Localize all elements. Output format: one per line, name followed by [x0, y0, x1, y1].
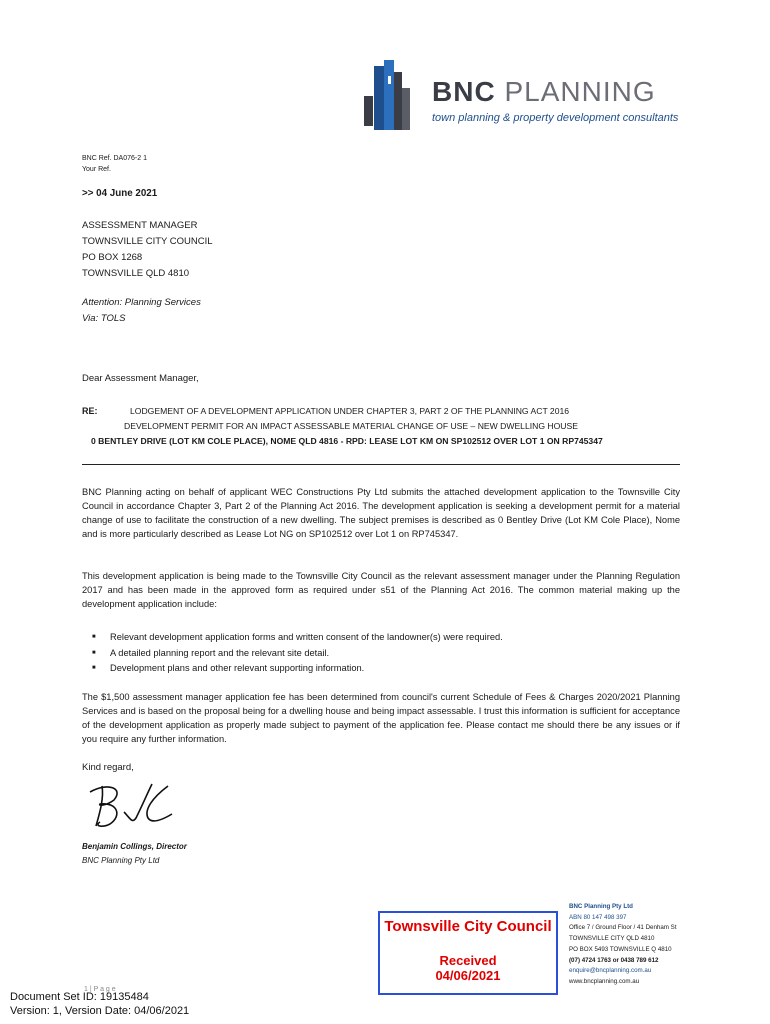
brand-tagline: town planning & property development consultants: [432, 112, 679, 124]
salutation: Dear Assessment Manager,: [82, 373, 199, 384]
stamp-status: Received: [439, 953, 497, 968]
list-item: ■ A detailed planning report and the relevant site detail.: [82, 646, 680, 662]
signature-icon: [88, 778, 180, 834]
signatory-block: [82, 840, 187, 868]
address-line: TOWNSVILLE CITY COUNCIL: [82, 236, 213, 247]
attention-block: [82, 295, 201, 327]
closing: Kind regard,: [82, 762, 134, 773]
reference-block: [82, 153, 147, 175]
address-line: ASSESSMENT MANAGER: [82, 220, 198, 231]
footer-city: TOWNSVILLE CITY QLD 4810: [569, 935, 655, 943]
footer-abn: ABN 80 147 498 397: [569, 913, 627, 921]
list-item: ■ Relevant development application forms and written consent of the landowner(s) were required.: [82, 630, 680, 646]
received-stamp: [378, 911, 558, 995]
recipient-address: [82, 218, 213, 282]
footer-phone: (07) 4724 1763 or 0438 789 612: [569, 956, 659, 964]
list-item: ■ Development plans and other relevant supporting information.: [82, 661, 680, 677]
footer-po-box: PO BOX 5493 TOWNSVILLE Q 4810: [569, 945, 672, 953]
document-set-id: Document Set ID: 19135484: [10, 991, 149, 1003]
re-line-1: LODGEMENT OF A DEVELOPMENT APPLICATION UNDER CHAPTER 3, PART 2 OF THE PLANNING ACT 2016: [130, 406, 570, 416]
brand-name: BNC PLANNING: [432, 76, 656, 107]
footer-office: Office 7 / Ground Floor / 41 Denham St: [569, 924, 677, 932]
paragraph-2: This development application is being made to the Townsville City Council as the relevant assessment manager under the Planning Regulation 2017 and has been made in the approved form as required under s51 of the Planning Act 2016. The common material making up the development application include:: [82, 571, 680, 609]
footer-contact: [569, 902, 709, 988]
page-number: 1 | P a g e: [84, 986, 116, 993]
re-label: RE:: [82, 406, 98, 416]
paragraph-3: The $1,500 assessment manager application fee has been determined from council's current Schedule of Fees & Charges 2020/2021 Planning Services and is based on the proposal being for a dwelling house and being impact assessable. I trust this information is sufficient for acceptance of the development application as properly made subject to payment of the application fee. Please contact me should there be any issues or if you require any further information.: [82, 692, 680, 744]
re-line-3: 0 BENTLEY DRIVE (LOT KM COLE PLACE), NOME QLD 4816 - RPD: LEASE LOT KM ON SP102512 OVER LOT 1 ON RP745347: [91, 436, 603, 446]
divider: [82, 464, 680, 465]
address-line: TOWNSVILLE QLD 4810: [82, 268, 190, 279]
stamp-date: 04/06/2021: [435, 968, 501, 983]
address-line: PO BOX 1268: [82, 252, 143, 263]
document-set-info: [10, 990, 189, 1018]
footer-web[interactable]: www.bncplanning.com.au: [569, 977, 640, 985]
stamp-council: Townsville City Council: [384, 918, 552, 935]
bnc-ref: BNC Ref. DA076-2 1: [82, 155, 147, 162]
via-line: Via: TOLS: [82, 313, 126, 324]
signatory-name: Benjamin Collings, Director: [82, 842, 187, 851]
paragraph-1: BNC Planning acting on behalf of applicant WEC Constructions Pty Ltd submits the attached development application to the Townsville City Council in accordance Chapter 3, Part 2 of the Planning Act 2016. The development application is seeking a development permit for a material change of use to facilitate the construction of a new dwelling. The subject premises is described as 0 Bentley Drive (Lot KM Cole Place), Nome and is more particularly described as Lease Lot NG on SP102512 over Lot 1 on RP745347.: [82, 487, 680, 539]
document-version: Version: 1, Version Date: 04/06/2021: [10, 1005, 190, 1017]
signatory-company: BNC Planning Pty Ltd: [82, 856, 160, 865]
re-line-2: DEVELOPMENT PERMIT FOR AN IMPACT ASSESSABLE MATERIAL CHANGE OF USE – NEW DWELLING HOUSE: [124, 421, 578, 431]
letter-date: >> 04 June 2021: [82, 188, 158, 199]
footer-email[interactable]: enquire@bncplanning.com.au: [569, 967, 652, 975]
attachment-list: [82, 630, 680, 677]
attention-line: Attention: Planning Services: [82, 297, 201, 308]
footer-company: BNC Planning Pty Ltd: [569, 903, 633, 910]
your-ref: Your Ref.: [82, 166, 111, 173]
